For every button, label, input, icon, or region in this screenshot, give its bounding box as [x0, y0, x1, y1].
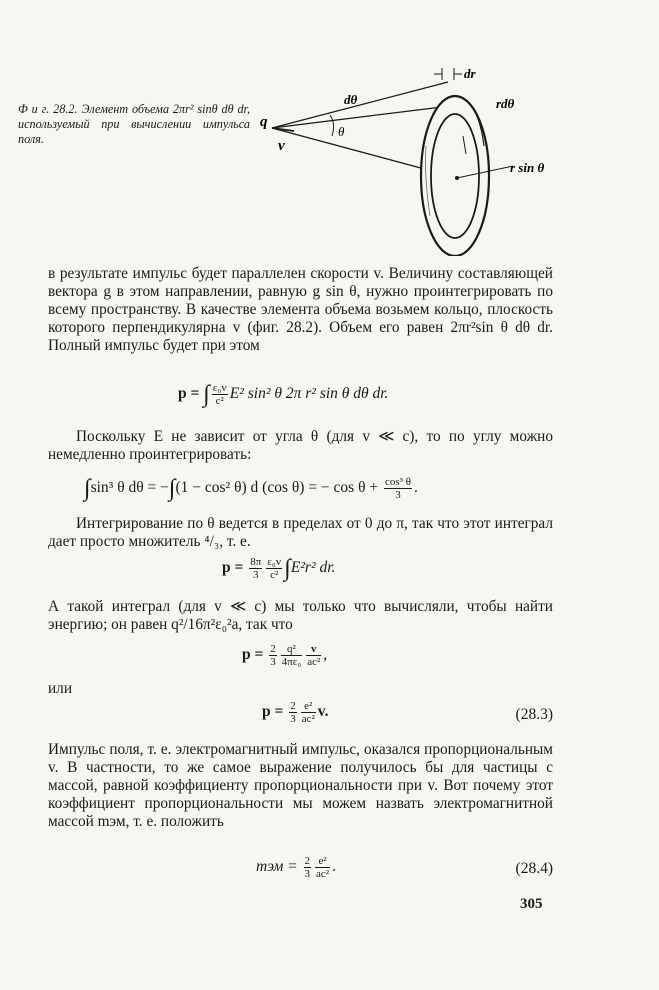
integral-sign: ∫ — [168, 475, 176, 502]
equation-4 — [242, 643, 327, 668]
eq1-den: c² — [215, 395, 224, 407]
integral-sign: ∫ — [203, 381, 210, 408]
eq5-rhs: v. — [317, 703, 329, 721]
eq6-lhs: mэм = — [256, 858, 302, 876]
label-theta: θ — [338, 124, 345, 139]
eq2-part2: (1 − cos² θ) d (cos θ) = − cos θ + — [175, 479, 383, 497]
label-v: v — [278, 138, 285, 154]
eq3-den1: 3 — [252, 569, 259, 581]
eq1-num: ε₀v — [212, 382, 227, 394]
equation-2 — [84, 476, 418, 501]
eq4-den2: 4πε₀ — [281, 656, 302, 668]
eq6-den2: ac² — [316, 868, 330, 880]
equation-3 — [222, 556, 335, 581]
eq4-den3: ac² — [307, 656, 321, 668]
eq6-den1: 3 — [304, 868, 311, 880]
eq2-part1: sin³ θ dθ = − — [90, 479, 169, 497]
eq4-lhs: p = — [242, 646, 268, 664]
label-q: q — [260, 114, 268, 130]
equation-5 — [262, 700, 329, 725]
label-rdtheta: rdθ — [496, 96, 515, 111]
eq1-lhs: p = — [178, 385, 204, 403]
eq5-num1: 2 — [290, 700, 296, 712]
equation-number-28-4: (28.4) — [515, 860, 553, 877]
eq5-num2: e² — [301, 700, 316, 713]
paragraph-2: Поскольку E не зависит от угла θ (для v ≪ c), то по углу можно немедленно проинтегрировать: — [48, 428, 553, 463]
equation-1 — [178, 382, 388, 407]
eq6-num1: 2 — [304, 855, 311, 867]
eq1-rhs: E² sin² θ 2π r² sin θ dθ dr. — [229, 385, 389, 403]
eq4-num2: q² — [281, 643, 303, 656]
label-dtheta: dθ — [344, 92, 358, 107]
eq2-end: . — [414, 479, 418, 497]
eq3-rhs: E²r² dr. — [290, 559, 336, 577]
eq3-num2: ε₀v — [267, 556, 282, 568]
paragraph-4: А такой интеграл (для v ≪ c) мы только что вычисляли, чтобы найти энергию; он равен q²/16π²ε₀²a, так что — [48, 598, 553, 633]
paragraph-1: в результате импульс будет параллелен скорости v. Величину составляющей вектора g в этом направлении, равную g sin θ, нужно проинтегрировать по всему пространству. В качестве элемента объема возьмем кольцо, плоскость которого перпендикулярна v (фиг. 28.2). Объем его равен 2πr²sin θ dθ dr. Полный импульс будет при этом — [48, 265, 553, 354]
eq5-lhs: p = — [262, 703, 288, 721]
paragraph-3: Интегрирование по θ ведется в пределах от 0 до π, так что этот интеграл дает просто множитель ⁴/₃, т. е. — [48, 515, 553, 550]
figure-caption: Ф и г. 28.2. Элемент объема 2πr² sinθ dθ dr, используемый при вычислении импульса поля. — [18, 102, 250, 146]
paragraph-5: Импульс поля, т. е. электромагнитный импульс, оказался пропорциональным v. В частности, то же самое выражение получилось бы для частицы с массой, равной коэффициенту пропорциональности при v. Вот почему этот коэффициент пропорциональности мы можем назвать электромагнитной массой mэм, т. е. положить — [48, 741, 553, 830]
eq4-num1: 2 — [270, 643, 276, 655]
eq2-num: cos³ θ — [385, 476, 411, 488]
eq6-num2: e² — [315, 855, 330, 868]
word-ili: или — [48, 680, 73, 697]
equation-6 — [256, 855, 336, 880]
page-number: 305 — [520, 896, 543, 912]
integral-sign: ∫ — [284, 555, 291, 582]
label-rsintheta: r sin θ — [510, 160, 545, 175]
figure-ring-diagram — [258, 66, 558, 256]
eq4-num3: v — [306, 643, 321, 656]
eq3-lhs: p = — [222, 559, 248, 577]
eq6-end: . — [332, 858, 336, 876]
label-dr: dr — [464, 66, 476, 81]
theta-arc — [330, 115, 334, 136]
equation-number-28-3: (28.3) — [515, 706, 553, 723]
eq5-den1: 3 — [290, 713, 296, 725]
eq3-num1: 8π — [250, 556, 262, 568]
eq3-den2: c² — [270, 569, 279, 581]
cone-line-upper — [272, 82, 448, 128]
integral-sign: ∫ — [84, 475, 91, 502]
eq5-den2: ac² — [301, 713, 315, 725]
eq4-den1: 3 — [270, 656, 276, 668]
ring-inner — [431, 114, 479, 238]
eq4-end: , — [323, 646, 328, 664]
eq2-den: 3 — [395, 489, 401, 501]
cone-line-lower — [272, 106, 450, 128]
